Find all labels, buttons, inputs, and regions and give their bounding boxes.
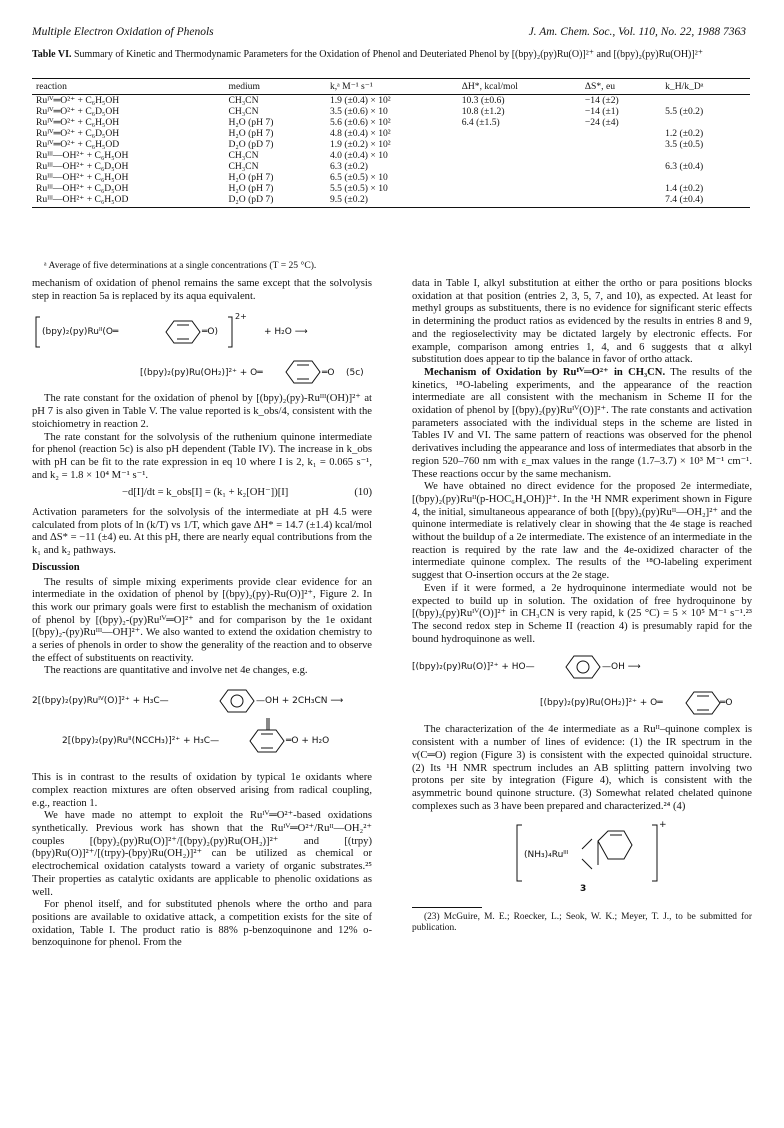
reactant-label: 2[(bpy)₂(py)Ruᴵⱽ(O)]²⁺ + H₃C— — [32, 696, 169, 707]
product-label-end: ═O + H₂O — [286, 736, 330, 747]
table-cell: 6.3 (±0.4) — [665, 161, 704, 172]
table-row — [32, 106, 750, 117]
hydroquinone-reaction-scheme — [412, 652, 752, 718]
table-body — [32, 95, 750, 208]
table-cell: H₂O (pH 7) — [228, 183, 274, 194]
product-label: [(bpy)₂(py)Ru(OH₂)]²⁺ + O═ — [540, 698, 663, 709]
paragraph: mechanism of oxidation of phenol remains the same except that the solvolysis step in reaction 5a is replaced by its aqua equivalent. — [32, 278, 372, 302]
table-row — [32, 95, 750, 107]
table-cell: 4.0 (±0.4) × 10 — [329, 150, 388, 161]
table-cell: H₂O (pH 7) — [228, 117, 274, 128]
table-cell: 1.4 (±0.2) — [665, 183, 704, 194]
table-cell — [581, 150, 661, 161]
table-cell: 4.8 (±0.4) × 10² — [329, 128, 391, 139]
running-header-title: Multiple Electron Oxidation of Phenols — [32, 26, 214, 38]
metal-center-label: (NH₃)₄Ruᴵᴵᴵ — [524, 850, 569, 861]
table-cell — [581, 183, 661, 194]
table-caption-text: Summary of Kinetic and Thermodynamic Parameters for the Oxidation of Phenol and Deuteriated Phenol by [(bpy)₂(py)Ru(O)]²⁺ and [(bpy)₂(py)Ru(OH)]²⁺ — [73, 49, 703, 60]
reactant-label: [(bpy)₂(py)Ru(O)]²⁺ + HO— — [412, 662, 535, 673]
reaction-4e-scheme — [32, 684, 372, 766]
running-header-journal: J. Am. Chem. Soc., Vol. 110, No. 22, 1988 7363 — [528, 26, 746, 38]
paragraph: The results of simple mixing experiments provide clear evidence for an intermediate in the oxidation of phenol by [(bpy)₂(py)-Ru(O)]²⁺, Figure 2. In this work our primary goals were first to establish the mechanism of oxidation of phenol by [(bpy)₂-(py)Ruᴵⱽ═O]²⁺ and for comparison by the 1e oxidant [(bpy)₂-(py)Ruᴵᴵᴵ—OH]²⁺. We also wanted to extend the oxidation chemistry to a series of phenols in order to show the generality of the reaction and to observe the effect of substituents on reactivity. — [32, 576, 372, 664]
table-header-cell: ΔH*, kcal/mol — [458, 79, 581, 95]
paragraph: The characterization of the 4e intermediate as a Ruᴵᴵ–quinone complex is consistent with a number of lines of evidence: (1) the IR spectrum in the ν(C═O) region (Figure 3) is consistent with the expected quinoidal structure. (2) Its ¹H NMR spectrum includes an AB splitting pattern involving two protons per site by integration (Figure 4), which is consistent with the asymmetric bound quinone structure. (3) Somewhat related chelated quinone complexes such as 3 have been prepared and characterized.²⁴ (4) — [412, 724, 752, 812]
table-cell: Ruᴵⱽ═O²⁺ + C₆H₅OD — [36, 139, 120, 150]
table-cell: 5.5 (±0.5) × 10 — [329, 183, 388, 194]
table-header-cell: medium — [225, 79, 326, 95]
paragraph: Even if it were formed, a 2e hydroquinone intermediate would not be expected to build up in solution. The oxidation of free hydroquinone by [(bpy)₂(py)Ruᴵⱽ(O)]²⁺ in CH₃CN is very rapid, k (25 °C) = 5 × 10⁵ M⁻¹ s⁻¹.²³ The second redox step in Scheme II (reaction 4) is presumably rapid for the bound hydroquinone as well. — [412, 582, 752, 645]
table-cell: D₂O (pD 7) — [225, 194, 326, 208]
table-row — [32, 150, 750, 161]
reactant-label-end: —OH + 2CH₃CN ⟶ — [256, 696, 344, 707]
table-cell — [581, 161, 661, 172]
paragraph: The rate constant for the solvolysis of the ruthenium quinone intermediate for phenol (reaction 5c) is also pH dependent (Table IV). The increase in k_obs with pH can be fit to the rate expression in eq 10 where I is 2, k₁ = 0.065 s⁻¹, and k₂ = 1.8 × 10⁴ M⁻¹ s⁻¹. — [32, 431, 372, 481]
table-cell: Ruᴵⱽ═O²⁺ + C₆D₅OH — [36, 128, 120, 139]
table-cell: Ruᴵⱽ═O²⁺ + C₆H₅OH — [36, 117, 120, 128]
table-header-row — [32, 79, 750, 95]
table-cell: 1.2 (±0.2) — [665, 128, 704, 139]
charge-label: 2+ — [235, 312, 247, 322]
table-cell: CH₃CN — [228, 150, 259, 161]
equation-10 — [32, 487, 372, 500]
table-cell: 6.3 (±0.2) — [329, 161, 368, 172]
table-cell: −14 (±2) — [584, 95, 619, 106]
table-cell — [458, 150, 581, 161]
paragraph: This is in contrast to the results of oxidation by typical 1e oxidants where complex reaction mixtures are often observed arising from radical coupling, e.g., reaction 1. — [32, 772, 372, 809]
table-cell: Ruᴵᴵᴵ—OH²⁺ + C₆D₅OH — [36, 161, 129, 172]
product-label-end: ═O — [720, 698, 733, 709]
table-label: Table VI. — [32, 49, 72, 60]
table-cell: Ruᴵᴵᴵ—OH²⁺ + C₆H₅OD — [32, 194, 225, 208]
table-cell: CH₃CN — [228, 106, 259, 117]
table-cell: 7.4 (±0.4) — [661, 194, 750, 208]
footnote-rule — [412, 907, 482, 908]
paragraph: The rate constant for the oxidation of phenol by [(bpy)₂(py)-Ruᴵᴵᴵ(OH)]²⁺ at pH 7 is also given in Table V. The value reported is k_obs/4, consistent with the stoichiometry in reaction 2. — [32, 393, 372, 430]
table-cell: 3.5 (±0.6) × 10 — [329, 106, 388, 117]
table-cell: CH₃CN — [228, 95, 259, 106]
table-cell — [581, 172, 661, 183]
footnote-23: (23) McGuire, M. E.; Roecker, L.; Seok, W. K.; Meyer, T. J., to be submitted for publication. — [412, 912, 752, 934]
table-row — [32, 172, 750, 183]
table-cell — [661, 95, 750, 107]
table-cell: Ruᴵⱽ═O²⁺ + C₆D₅OH — [36, 106, 120, 117]
water-label: + H₂O ⟶ — [264, 327, 308, 338]
paragraph-text: The results of the kinetics, ¹⁸O-labeling experiments, and the appearance of the reaction intermediate are all consistent with the mechanism in Scheme II for the oxidation of phenol by [(bpy)₂(py)Ruᴵⱽ(O)]²⁺. The rate constants and activation parameters associated with the individual steps in the scheme are listed in Tables IV and VI. The same pattern of reactions was observed for the phenol derivatives including the appearance and loss of intermediates that absorb in the region 520–760 nm with ε_max values in the range (1.7–3.7) × 10³ M⁻¹ cm⁻¹. These reactions occur by the same mechanism. — [412, 366, 752, 480]
table-cell — [458, 194, 581, 208]
paragraph: For phenol itself, and for substituted phenols where the ortho and para positions are available to oxidative attack, a competition exists for the site of oxidation, Table I. The product ratio is 88% p-benzoquinone and 12% o-benzoquinone for phenol. From the — [32, 899, 372, 949]
structure-3 — [412, 819, 752, 897]
table-cell: Ruᴵᴵᴵ—OH²⁺ + C₆D₅OH — [36, 183, 129, 194]
table-caption — [32, 49, 750, 61]
subsection-heading: Mechanism of Oxidation by Ruᴵⱽ═O²⁺ in CH₃CN. — [424, 366, 666, 378]
paragraph: We have made no attempt to exploit the Ruᴵⱽ═O²⁺-based oxidations synthetically. Previous work has shown that the Ruᴵⱽ═O²⁺/Ruᴵᴵ—OH₂²⁺ couples [(bpy)₂(py)Ru(O)]²⁺/[(bpy)₂(py)Ru(OH₂)]²⁺ and [(trpy)(bpy)Ru(O)]²⁺/[(trpy)-(bpy)Ru(OH₂)]²⁺ can be utilized as chemical or electrochemical oxidation catalysts toward a variety of organic substrates.²⁵ Their properties as catalytic oxidants are applicable to phenolic oxidations as well. — [32, 810, 372, 898]
compound-number: 3 — [580, 884, 587, 895]
table-cell: 5.6 (±0.6) × 10² — [329, 117, 391, 128]
table-cell: 3.5 (±0.5) — [665, 139, 704, 150]
table-header-cell: ΔS*, eu — [581, 79, 661, 95]
product-label-end: ═O — [322, 368, 335, 379]
table-cell: −24 (±4) — [584, 117, 619, 128]
table-cell: 5.5 (±0.2) — [665, 106, 704, 117]
paragraph: data in Table I, alkyl substitution at either the ortho or para positions blocks oxidation at that position (entries 2, 3, 5, 7, and 10), as expected. At least for methyl groups as substituents, there is no evidence for significant steric effects in determining the product ratios as evidenced by the results in entries 8 and 9, and the regioselectivity may be dictated largely by electronic effects. For example, comparison among entries 1, 4, and 6 suggests that α alkyl substitution does appear to tip the balance in favor of ortho attack. — [412, 278, 752, 366]
table-header-cell: k_H/k_Dᵃ — [661, 79, 750, 95]
reaction-number: (5c) — [346, 368, 364, 379]
table-cell — [458, 128, 581, 139]
reactant-label-end: ═O) — [202, 327, 219, 338]
left-column — [32, 278, 372, 950]
table-row — [32, 128, 750, 139]
equation-body: −d[I]/dt = k_obs[I] = (k₁ + k₂[OH⁻])[I] — [122, 487, 289, 499]
table-cell — [661, 117, 750, 128]
table-row — [32, 117, 750, 128]
table-cell: Ruᴵⱽ═O²⁺ + C₆H₅OH — [36, 95, 120, 106]
table-cell — [581, 139, 661, 150]
table-header-cell: k,ᵃ M⁻¹ s⁻¹ — [326, 79, 458, 95]
table-cell: 10.3 (±0.6) — [461, 95, 505, 106]
paragraph: The reactions are quantitative and involve net 4e changes, e.g. — [44, 665, 308, 677]
paragraph — [412, 367, 752, 481]
product-label: 2[(bpy)₂(py)Ruᴵᴵ(NCCH₃)]²⁺ + H₃C— — [62, 736, 220, 747]
table-row — [32, 139, 750, 150]
table-cell — [581, 128, 661, 139]
table-cell — [458, 183, 581, 194]
table-cell: H₂O (pH 7) — [228, 172, 274, 183]
table-row — [32, 194, 750, 208]
reaction-5c-scheme — [32, 309, 372, 387]
kinetic-parameters-table — [32, 78, 750, 208]
table-cell: Ruᴵᴵᴵ—OH²⁺ + C₆H₅OH — [36, 172, 129, 183]
table-cell: 1.9 (±0.2) × 10² — [329, 139, 391, 150]
table-row — [32, 183, 750, 194]
table-cell: D₂O (pD 7) — [228, 139, 274, 150]
reactant-label-end: —OH ⟶ — [602, 662, 641, 673]
equation-number: (10) — [354, 487, 372, 499]
table-footnote: ᵃ Average of five determinations at a single concentrations (T = 25 °C). — [44, 260, 317, 271]
table-cell — [458, 161, 581, 172]
table-cell — [661, 150, 750, 161]
section-heading-discussion: Discussion — [32, 561, 80, 573]
paragraph: Activation parameters for the solvolysis of the intermediate at pH 4.5 were calculated from plots of ln (k/T) vs 1/T, which gave ΔH* = 14.7 (±1.4) kcal/mol and ΔS* = −11 (±4) eu. At this pH, there are nearly equal contributions from the k₁ and k₂ pathways. — [32, 507, 372, 557]
table-cell: −14 (±1) — [584, 106, 619, 117]
table-cell: 1.9 (±0.4) × 10² — [329, 95, 391, 106]
table-header-cell: reaction — [32, 79, 225, 95]
table-cell — [458, 172, 581, 183]
charge-label: + — [659, 820, 667, 831]
reactant-label: (bpy)₂(py)Ruᴵᴵ(O═ — [42, 327, 119, 338]
table-cell: 9.5 (±0.2) — [326, 194, 458, 208]
product-label: [(bpy)₂(py)Ru(OH₂)]²⁺ + O═ — [140, 368, 263, 379]
table-cell: 6.5 (±0.5) × 10 — [329, 172, 388, 183]
right-column — [412, 278, 752, 934]
table-cell — [661, 172, 750, 183]
table-cell: CH₃CN — [228, 161, 259, 172]
table-cell: 6.4 (±1.5) — [461, 117, 500, 128]
paragraph: We have obtained no direct evidence for the proposed 2e intermediate, [(bpy)₂(py)Ruᴵᴵ(p-HOC₆H₄OH)]²⁺. In the ¹H NMR experiment shown in Figure 4, the initial, simultaneous appearance of both [(bpy)₂(py)Ruᴵᴵ—OH₂]²⁺ and the quinone intermediate is relatively clear in showing that the 4e stage is reached without the buildup of a 2e intermediate. The existence of an intermediate in the reaction is required by the rate law and the 4e-oxidized character of the intermediate quinone complex. The results of the ¹⁸O-labeling experiment suggest that O-insertion occurs at the 2e stage. — [412, 481, 752, 582]
table-row — [32, 161, 750, 172]
table-cell: 10.8 (±1.2) — [461, 106, 505, 117]
table-cell — [581, 194, 661, 208]
table-cell: Ruᴵᴵᴵ—OH²⁺ + C₆H₅OH — [36, 150, 129, 161]
table-cell: H₂O (pH 7) — [228, 128, 274, 139]
table-cell — [458, 139, 581, 150]
